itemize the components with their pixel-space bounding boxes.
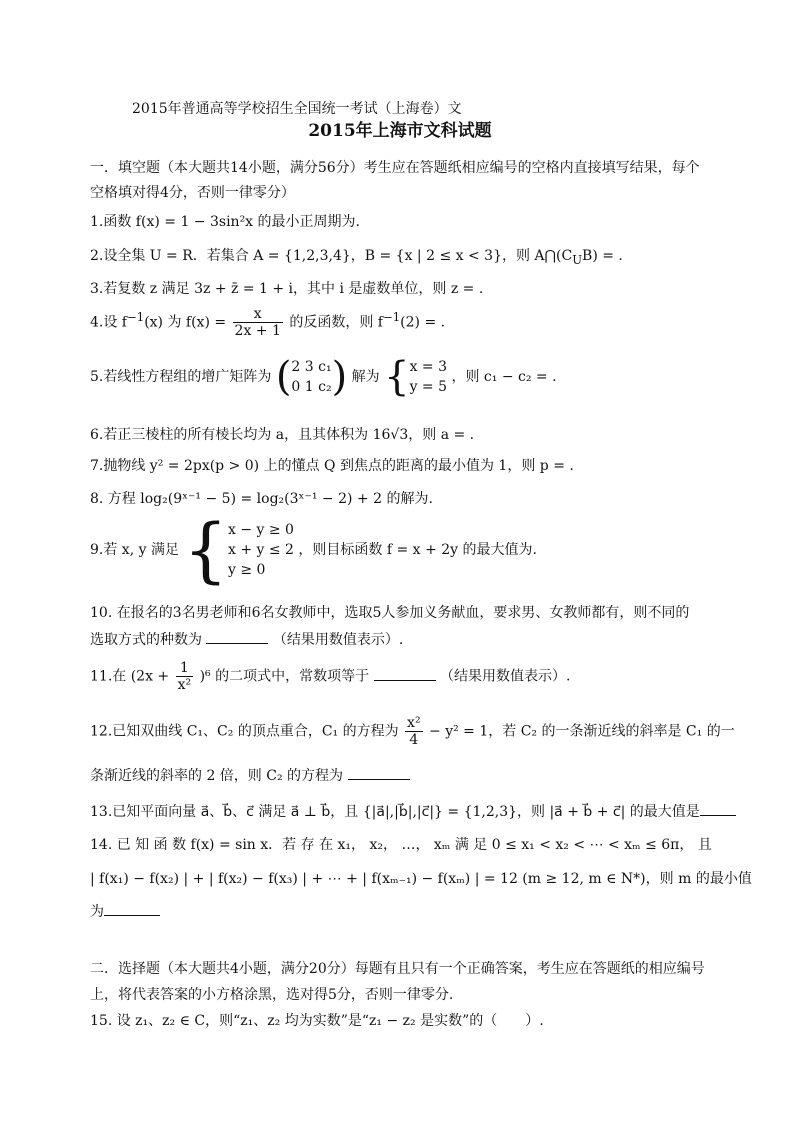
question-6: 6.若正三棱柱的所有棱长均为 a，且其体积为 16√3，则 a = . (90, 427, 475, 443)
q14-answer-blank[interactable] (104, 903, 160, 916)
section1-intro-line1: 一．填空题（本大题共14小题，满分56分）考生应在答题纸相应编号的空格内直接填写结果，每个 (90, 160, 700, 176)
q5-matrix-row2: 0 1 c₂ (291, 379, 332, 395)
q5-eq1: x = 3 (409, 359, 447, 375)
question-2-subscript: U (572, 252, 583, 267)
question-11 (90, 660, 722, 693)
exam-header-line: 2015年普通高等学校招生全国统一考试（上海卷）文 (132, 101, 462, 117)
question-13 (90, 801, 722, 821)
q5-matrix-left-paren: ( (275, 354, 292, 400)
q12-part-c: 条渐近线的斜率的 2 倍，则 C₂ 的方程为 (90, 768, 344, 784)
q4-part-a: 4.设 f (90, 314, 127, 331)
q9-eq1: x − y ≥ 0 (227, 522, 294, 538)
q5-part-a: 5.若线性方程组的增广矩阵为 (90, 369, 272, 385)
q11-fraction (176, 660, 194, 693)
q10-part-b: 选取方式的种数为 (90, 632, 202, 648)
q10-part-c: （结果用数值表示）. (272, 632, 404, 648)
q12-fraction-num: x² (407, 715, 421, 731)
q4-sup-2: −1 (382, 309, 401, 324)
q4-sup-1: −1 (127, 309, 145, 324)
page-title: 2015年上海市文科试题 (308, 121, 492, 141)
q11-fraction-den: x² (177, 677, 192, 693)
q14-part-c: 为 (90, 904, 104, 920)
q10-answer-blank[interactable] (206, 631, 268, 644)
q4-fraction (233, 306, 283, 339)
q9-system (228, 520, 294, 580)
question-10-line1: 10. 在报名的3名男老师和6名女教师中，选取5人参加义务献血，要求男、女教师都有，则不同的 (90, 605, 690, 621)
question-2 (90, 245, 722, 267)
question-3: 3.若复数 z 满足 3z + z̄ = 1 + i，其中 i 是虚数单位，则 z = . (90, 281, 484, 297)
q5-part-c: ，则 c₁ − c₂ = . (451, 369, 557, 385)
section1-intro-line2: 空格填对得4分，否则一律零分） (90, 185, 295, 201)
q11-answer-blank[interactable] (374, 668, 436, 681)
question-8: 8. 方程 log₂(9ˣ⁻¹ − 5) = log₂(3ˣ⁻¹ − 2) + 2 的解为. (90, 491, 433, 507)
q5-part-b: 解为 (351, 369, 380, 385)
question-14-line2: | f(x₁) − f(x₂) | + | f(x₂) − f(x₃) | + ⋯ + | f(xₘ₋₁) − f(xₘ) | = 12 (m ≥ 12, m ∈ N*)，则 m 的最小值 (90, 871, 752, 887)
question-9 (90, 509, 722, 591)
question-12-line1 (90, 715, 735, 748)
q5-matrix-row1: 2 3 c₁ (291, 359, 332, 375)
question-4 (90, 306, 722, 339)
q4-fraction-num: x (233, 306, 283, 323)
q5-eq2: y = 5 (409, 379, 448, 395)
q5-system-brace: { (384, 354, 410, 400)
question-2-end: B) = . (582, 248, 623, 264)
q11-part-c: （结果用数值表示）. (440, 668, 571, 685)
q5-matrix-right-paren: ) (331, 354, 348, 400)
q11-part-b: )⁶ 的二项式中，常数项等于 (199, 668, 370, 685)
q5-matrix (291, 357, 331, 397)
question-5 (90, 354, 722, 400)
q12-fraction (405, 715, 423, 748)
q9-eq3: y ≥ 0 (227, 562, 266, 578)
question-14-line1: 14. 已 知 函 数 f(x) = sin x．若 存 在 x₁， x₂， …， xₘ 满 足 0 ≤ x₁ < x₂ < ⋯ < xₘ ≤ 6π， 且 (90, 837, 712, 853)
q11-fraction-num: 1 (176, 660, 194, 677)
q12-part-a: 12.已知双曲线 C₁、C₂ 的顶点重合，C₁ 的方程为 (90, 723, 399, 740)
q4-fraction-den: 2x + 1 (234, 323, 281, 339)
question-14-line3 (90, 901, 722, 921)
question-10-line2 (90, 629, 722, 649)
section2-intro-line2: 上，将代表答案的小方格涂黑，选对得5分，否则一律零分. (90, 987, 454, 1003)
q4-part-c: 的反函数，则 f (289, 314, 383, 331)
q5-system (410, 357, 447, 397)
q4-part-d: (2) = . (400, 314, 446, 331)
question-15: 15. 设 z₁、z₂ ∈ C，则“z₁、z₂ 均为实数”是“z₁ − z₂ 是实数”的（ ）. (90, 1013, 544, 1029)
q11-part-a: 11.在 (2x + (90, 668, 170, 685)
q9-system-brace: { (183, 509, 228, 591)
question-12-line2 (90, 765, 722, 785)
q13-answer-blank[interactable] (700, 803, 736, 816)
q12-fraction-den: 4 (409, 732, 419, 748)
question-1: 1.函数 f(x) = 1 − 3sin²x 的最小正周期为. (90, 214, 360, 230)
q13-text: 13.已知平面向量 a⃗、b⃗、c⃗ 满足 a⃗ ⊥ b⃗，且 {|a⃗|,|b⃗|,|c⃗|} = {1,2,3}，则 |a⃗ + b⃗ + c⃗| 的最大值是 (90, 804, 700, 820)
q12-part-b: − y² = 1，若 C₂ 的一条渐近线的斜率是 C₁ 的一 (429, 723, 735, 740)
q9-part-a: 9.若 x, y 满足 (90, 542, 179, 558)
q9-eq2: x + y ≤ 2 (227, 542, 294, 558)
question-2-text: 2.设全集 U = R．若集合 A = {1,2,3,4}，B = {x | 2 ≤ x < 3}，则 A⋂(C (90, 248, 573, 264)
section2-intro-line1: 二．选择题（本大题共4小题，满分20分）每题有且只有一个正确答案，考生应在答题纸的相应编号 (90, 961, 705, 977)
q9-part-b: ，则目标函数 f = x + 2y 的最大值为. (298, 542, 537, 558)
q12-answer-blank[interactable] (348, 767, 410, 780)
q4-part-b: (x) 为 f(x) = (144, 314, 227, 331)
question-7: 7.抛物线 y² = 2px(p > 0) 上的懂点 Q 到焦点的距离的最小值为 1，则 p = . (90, 458, 574, 474)
